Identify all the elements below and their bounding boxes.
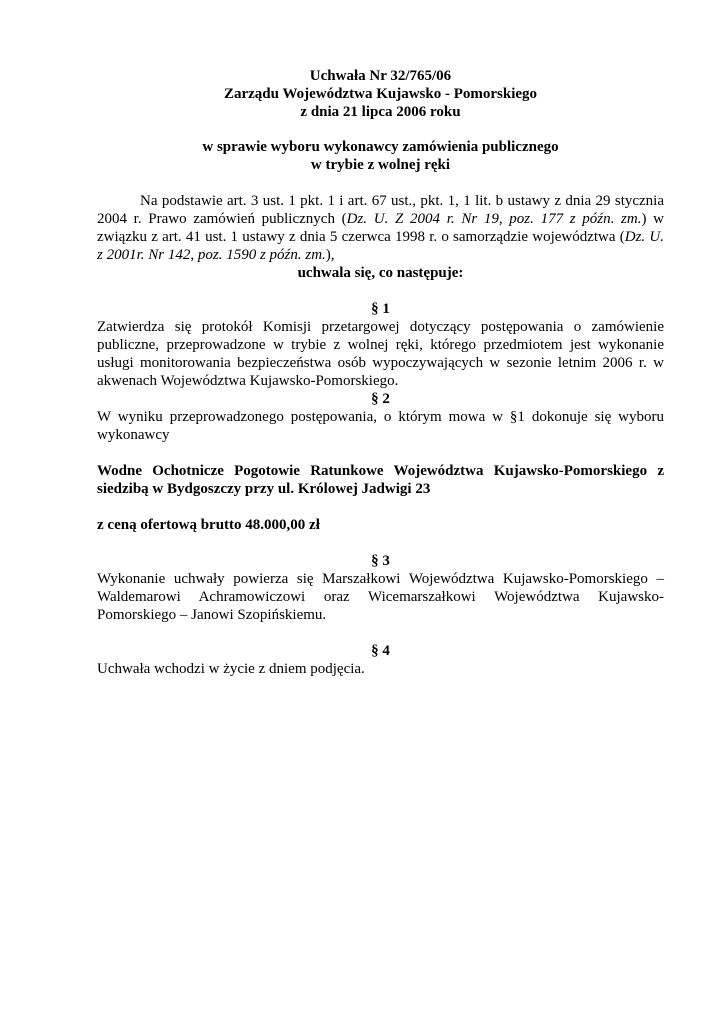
section-1-number: § 1: [371, 301, 390, 317]
spacer: [97, 624, 664, 642]
section-4-text: Uchwała wchodzi w życie z dniem podjęcia.: [97, 661, 365, 677]
resolution-number: Uchwała Nr 32/765/06: [309, 68, 452, 84]
spacer: [97, 444, 664, 462]
spacer: [97, 121, 664, 138]
section-4-number: § 4: [371, 643, 390, 659]
section-3-number: § 3: [371, 553, 390, 569]
section-2-number: § 2: [371, 391, 390, 407]
resolution-date: z dnia 21 lipca 2006 roku: [300, 104, 461, 120]
issuing-body: Zarządu Województwa Kujawsko - Pomorskiego: [223, 86, 538, 102]
section-1-text: Zatwierdza się protokół Komisji przetargowej dotyczący postępowania o zamówienie publiczne, przeprowadzone w trybie z wolnej ręki, którego przedmiotem jest wykonanie usługi monitorowania bezpieczeństwa osób wypoczywających w sezonie letnim 2006 r. w akwenach Województwa Kujawsko-Pomorskiego.: [97, 319, 664, 389]
spacer: [97, 282, 664, 300]
spacer: [97, 174, 664, 192]
legal-basis-text: Na podstawie art. 3 ust. 1 pkt. 1 i art. 67 ust., pkt. 1, 1 lit. b ustawy z dnia 29 stycznia 2004 r. Prawo zamówień publicznych (: [97, 193, 664, 227]
legal-citation: Dz. U. Z 2004 r. Nr 19, poz. 177 z późn. zm.: [346, 211, 642, 227]
resolution-body: [97, 67, 664, 678]
legal-basis-paragraph: [97, 192, 664, 264]
legal-basis-text: ) w związku z art. 41 ust. 1 ustawy z dnia 5 czerwca 1998 r. o samorządzie województwa (: [97, 211, 664, 245]
subject-line-2: w trybie z wolnej ręki: [310, 157, 451, 173]
spacer: [97, 534, 664, 552]
resolves-statement: uchwala się, co następuje:: [297, 265, 464, 281]
legal-basis-text: ),: [325, 247, 335, 263]
subject-line-1: w sprawie wyboru wykonawcy zamówienia publicznego: [202, 139, 559, 155]
spacer: [97, 498, 664, 516]
section-2-text: W wyniku przeprowadzonego postępowania, o którym mowa w §1 dokonuje się wyboru wykonawcy: [97, 409, 664, 443]
selected-contractor: Wodne Ochotnicze Pogotowie Ratunkowe Województwa Kujawsko-Pomorskiego z siedzibą w Bydgoszczy przy ul. Królowej Jadwigi 23: [97, 463, 664, 497]
section-3-text: Wykonanie uchwały powierza się Marszałkowi Województwa Kujawsko-Pomorskiego – Waldemarowi Achramowiczowi oraz Wicemarszałkowi Województwa Kujawsko-Pomorskiego – Janowi Szopińskiemu.: [97, 571, 664, 623]
legal-citation: Dz. U. z 2001r. Nr 142, poz. 1590 z późn. zm.: [97, 229, 664, 263]
offer-price: z ceną ofertową brutto 48.000,00 zł: [97, 517, 320, 533]
